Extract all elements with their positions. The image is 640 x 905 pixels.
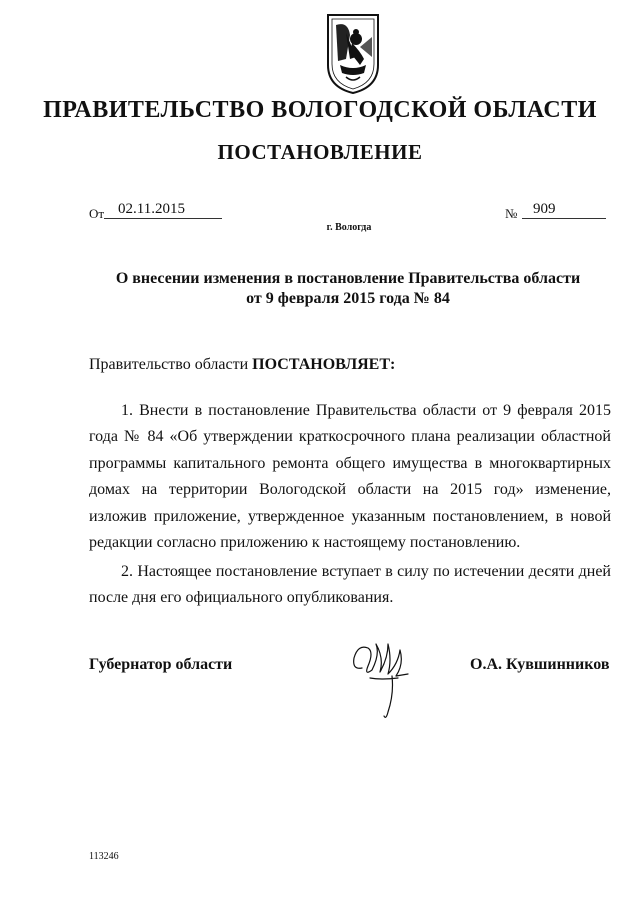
city: г. Вологда: [326, 222, 372, 233]
handwritten-signature: [348, 634, 416, 722]
signatory-title: Губернатор области: [89, 656, 233, 673]
date-label: От: [89, 206, 105, 221]
paragraph-1: 1. Внести в постановление Правительства области от 9 февраля 2015 года № 84 «Об утверждении краткосрочного плана реализации областной программы капитального ремонта общего имущества в многоквартирных домах на территории Вологодской области на 2015 год» изменение, изложив приложение, утвержденное указанным постановлением, в новой редакции согласно приложению к настоящему постановлению.: [89, 402, 611, 552]
preamble: [89, 356, 395, 374]
document-type: ПОСТАНОВЛЕНИЕ: [217, 140, 423, 164]
document-code: 113246: [89, 851, 119, 862]
number-field: [522, 201, 606, 219]
date-value: 02.11.2015: [118, 201, 185, 217]
document-subject: [80, 269, 616, 309]
number-label: №: [505, 206, 518, 221]
subject-line-1: О внесении изменения в постановление Правительства области: [115, 270, 581, 287]
coat-of-arms-emblem: [326, 13, 380, 95]
date-field: [104, 201, 222, 219]
preamble-text: Правительство области: [89, 356, 253, 373]
preamble-resolves: ПОСТАНОВЛЯЕТ:: [252, 356, 396, 373]
organization-title: ПРАВИТЕЛЬСТВО ВОЛОГОДСКОЙ ОБЛАСТИ: [43, 97, 597, 123]
number-value: 909: [533, 201, 556, 217]
signatory-name: О.А. Кувшинников: [470, 656, 610, 673]
paragraph-2: 2. Настоящее постановление вступает в силу по истечении десяти дней после дня его официального опубликования.: [89, 563, 611, 607]
subject-line-2: от 9 февраля 2015 года № 84: [246, 290, 450, 307]
